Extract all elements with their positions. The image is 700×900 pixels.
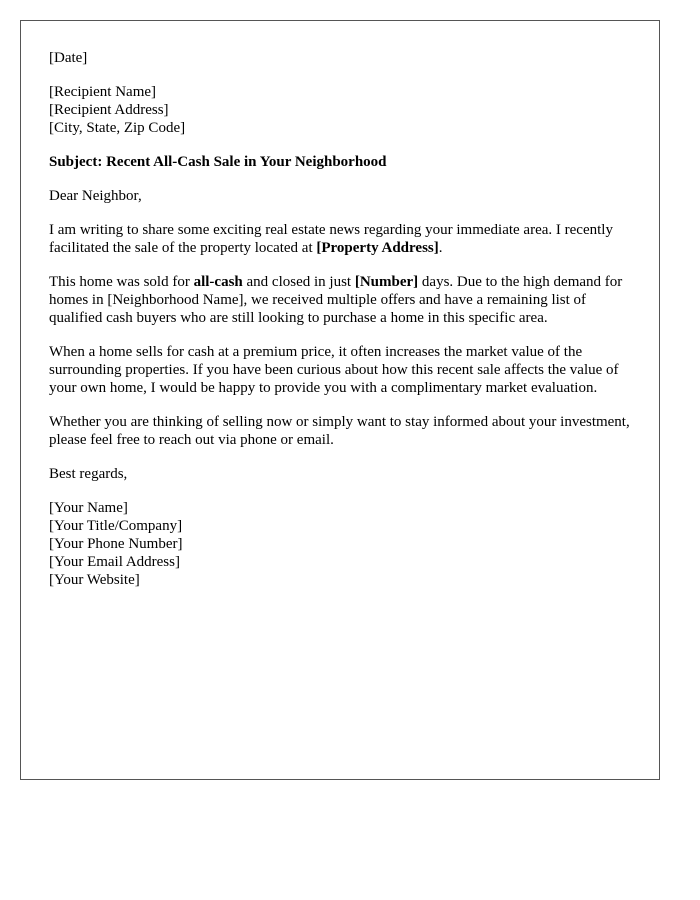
signature-website: [Your Website] [49,572,140,588]
paragraph-3: When a home sells for cash at a premium price, it often increases the market value of the surrounding properties. If you have been curious about how this recent sale affects the value of your own home, I would be happy to provide you with a complimentary market evaluation. [49,344,619,396]
all-cash-emphasis: all-cash [193,274,243,290]
date: [Date] [49,50,88,66]
closing: Best regards, [49,466,128,482]
signature-email: [Your Email Address] [49,554,180,570]
recipient-name: [Recipient Name] [49,84,157,100]
signature-block [49,499,634,589]
paragraph-2 [49,273,634,327]
paragraph-1 [49,221,634,257]
paragraph-1-text-after: . [438,240,443,256]
recipient-block [49,83,634,137]
signature-title-company: [Your Title/Company] [49,518,183,534]
letter-page [20,20,660,780]
paragraph-2-text-c: days. Due to the high demand for homes in [Neighborhood Name], we received multiple offers and have a remaining list of qualified cash buyers who are still looking to purchase a home in this specific area. [49,274,623,326]
subject-text: Subject: Recent All-Cash Sale in Your Neighborhood [49,154,387,170]
paragraph-2-text-b: and closed in just [242,274,355,290]
signature-name: [Your Name] [49,500,128,516]
paragraph-2-text-a: This home was sold for [49,274,194,290]
property-address: [Property Address] [316,240,439,256]
salutation: Dear Neighbor, [49,188,142,204]
recipient-city-state-zip: [City, State, Zip Code] [49,120,186,136]
paragraph-1-text-before: I am writing to share some exciting real estate news regarding your immediate area. I recently facilitated the sale of the property located at [49,222,613,256]
paragraph-4: Whether you are thinking of selling now or simply want to stay informed about your investment, please feel free to reach out via phone or email. [49,414,630,448]
subject-line [49,153,634,171]
signature-phone: [Your Phone Number] [49,536,183,552]
letter-content [49,49,634,605]
days-number: [Number] [354,274,419,290]
recipient-address: [Recipient Address] [49,102,169,118]
